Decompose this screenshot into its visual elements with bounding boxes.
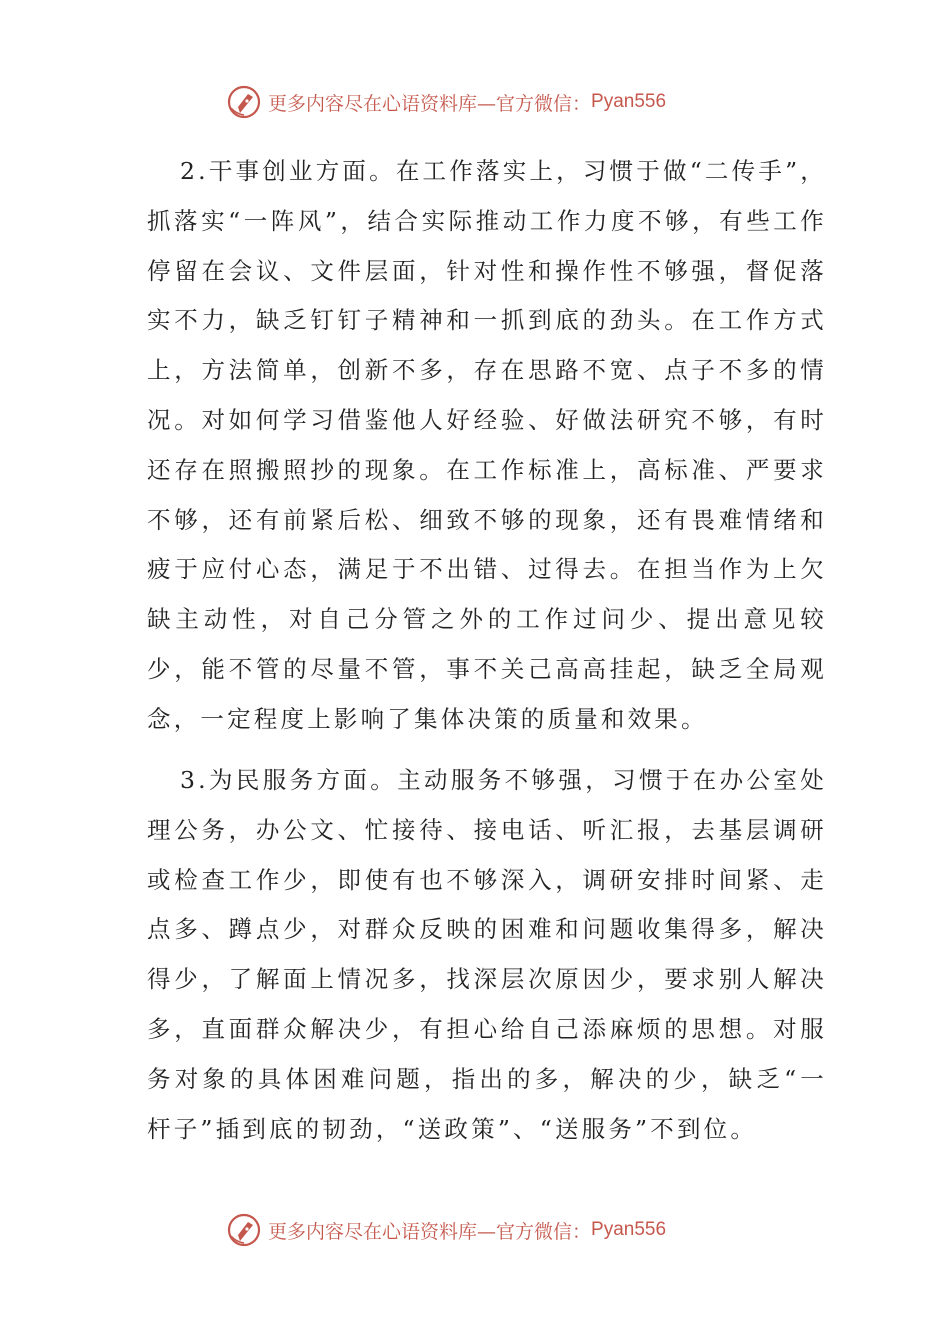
header-banner [226, 82, 726, 122]
banner-text: 更多内容尽在心语资料库—官方微信： [268, 1220, 592, 1243]
footer-banner [226, 1210, 726, 1250]
wechat-id: Pyan556 [591, 1219, 667, 1240]
pen-nib-seal-icon [226, 84, 262, 120]
banner-text: 更多内容尽在心语资料库—官方微信： [268, 92, 592, 115]
pen-nib-seal-icon [226, 1212, 262, 1248]
paragraph-public-service: 3.为民服务方面。主动服务不够强，习惯于在办公室处理公务，办公文、忙接待、接电话、听汇报，去基层调研或检查工作少，即使有也不够深入，调研安排时间紧、走点多、蹲点少，对群众反映的困难和问题收集得多，解决得少，了解面上情况多，找深层次原因少，要求别人解决多，直面群众解决少，有担心给自己添麻烦的思想。对服务对象的具体困难问题，指出的多，解决的少，缺乏“一杆子”插到底的韧劲，“送政策”、“送服务”不到位。 [147, 766, 827, 1143]
wechat-id: Pyan556 [591, 91, 667, 112]
paragraph-work-performance: 2.干事创业方面。在工作落实上，习惯于做“二传手”，抓落实“一阵风”，结合实际推动工作力度不够，有些工作停留在会议、文件层面，针对性和操作性不够强，督促落实不力，缺乏钉钉子精神和一抓到底的劲头。在工作方式上，方法简单，创新不多，存在思路不宽、点子不多的情况。对如何学习借鉴他人好经验、好做法研究不够，有时还存在照搬照抄的现象。在工作标准上，高标准、严要求不够，还有前紧后松、细致不够的现象，还有畏难情绪和疲于应付心态，满足于不出错、过得去。在担当作为上欠缺主动性，对自己分管之外的工作过问少、提出意见较少，能不管的尽量不管，事不关己高高挂起，缺乏全局观念，一定程度上影响了集体决策的质量和效果。 [147, 157, 827, 733]
